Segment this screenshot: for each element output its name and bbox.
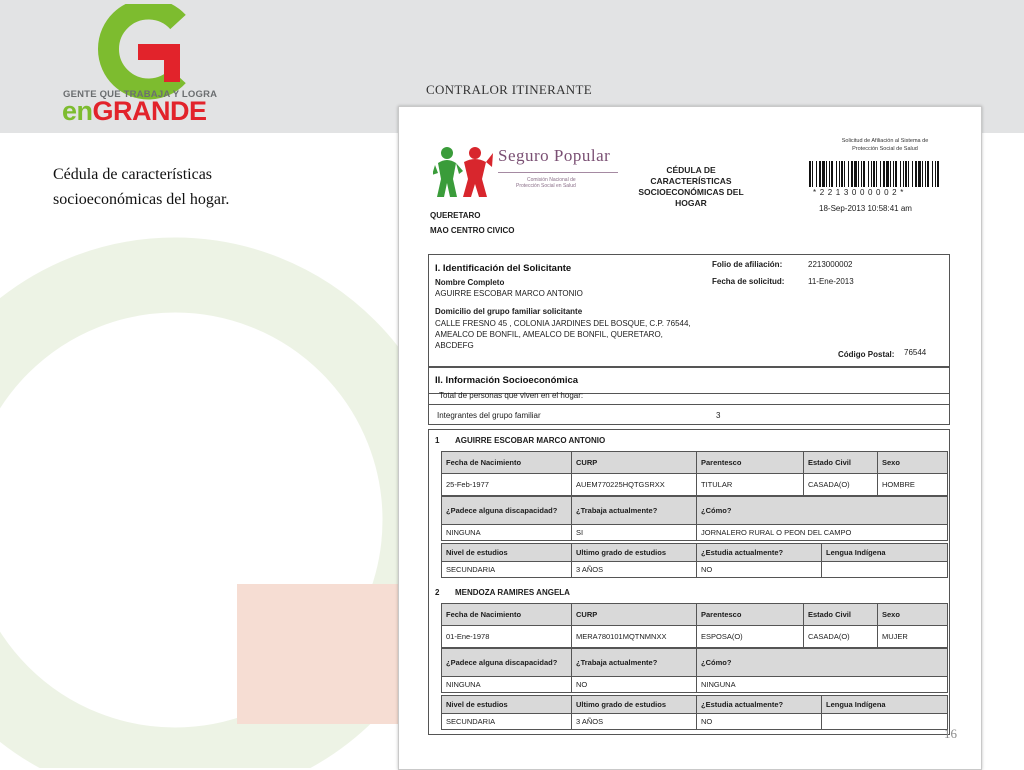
header-discapacidad: ¿Padece alguna discapacidad? (442, 649, 572, 677)
header-curp: CURP (572, 452, 697, 474)
request-title-line: Solicitud de Afiliación al Sistema de (841, 138, 929, 144)
header-nivel-estudios: Nivel de estudios (442, 696, 572, 714)
header-lengua-indigena: Lengua Indígena (822, 544, 948, 562)
header-nivel-estudios: Nivel de estudios (442, 544, 572, 562)
member-table (441, 603, 948, 648)
members-container (428, 429, 950, 735)
member-table (441, 648, 948, 693)
logo-wordmark (62, 96, 207, 127)
caption-line: Cédula de características (53, 166, 213, 183)
cell-parentesco: TITULAR (697, 474, 804, 496)
section-title: II. Información Socioeconómica (435, 375, 579, 386)
member-name: MENDOZA RAMIRES ANGELA (455, 588, 570, 597)
document-datetime: 18-Sep-2013 10:58:41 am (819, 204, 912, 213)
cell-lengua-indigena (822, 562, 948, 578)
divider (429, 404, 949, 405)
nombre-value: AGUIRRE ESCOBAR MARCO ANTONIO (435, 289, 583, 298)
slide-header: CONTRALOR ITINERANTE (426, 82, 592, 97)
cell-parentesco: ESPOSA(O) (697, 626, 804, 648)
cell-ultimo-grado: 3 AÑOS (572, 562, 697, 578)
header-ultimo-grado: Ultimo grado de estudios (572, 696, 697, 714)
cell-curp: AUEM770225HQTGSRXX (572, 474, 697, 496)
header-estudia: ¿Estudia actualmente? (697, 696, 822, 714)
cell-sexo: HOMBRE (878, 474, 948, 496)
accent-rectangle (237, 584, 400, 724)
cell-estado-civil: CASADA(O) (804, 474, 878, 496)
header-como: ¿Cómo? (697, 649, 948, 677)
header-parentesco: Parentesco (697, 452, 804, 474)
request-title (815, 137, 955, 153)
section-socioeconomic (428, 367, 950, 425)
member-table (441, 543, 948, 578)
folio-label: Folio de afiliación: (712, 260, 783, 269)
cell-estudia: NO (697, 562, 822, 578)
cell-ultimo-grado: 3 AÑOS (572, 714, 697, 730)
cell-nivel-estudios: SECUNDARIA (442, 562, 572, 578)
module-name: MAO CENTRO CIVICO (430, 226, 515, 235)
program-subtitle: Comisión Nacional de (527, 177, 576, 183)
integrantes-label: Integrantes del grupo familiar (437, 411, 541, 420)
total-personas-label: Total de personas que viven en el hogar: (439, 391, 584, 400)
header-ultimo-grado: Ultimo grado de estudios (572, 544, 697, 562)
page-number: 16 (944, 726, 957, 741)
fecha-solicitud-value: 11-Ene-2013 (808, 277, 854, 286)
nombre-label: Nombre Completo (435, 278, 505, 287)
member-number: 1 (435, 436, 440, 445)
document-title-line: CÉDULA DE CARACTERÍSTICAS (650, 165, 732, 186)
header-sexo: Sexo (878, 604, 948, 626)
member-table (441, 695, 948, 730)
section-title: I. Identificación del Solicitante (435, 263, 572, 274)
domicilio-label: Domicilio del grupo familiar solicitante (435, 307, 583, 316)
document-title-line: SOCIOECONÓMICAS DEL HOGAR (638, 187, 744, 208)
header-curp: CURP (572, 604, 697, 626)
barcode-icon (809, 161, 941, 189)
cell-trabaja: NO (572, 677, 697, 693)
integrantes-value: 3 (716, 411, 721, 420)
cell-fecha-nacimiento: 25-Feb-1977 (442, 474, 572, 496)
cell-como: NINGUNA (697, 677, 948, 693)
header-parentesco: Parentesco (697, 604, 804, 626)
divider (498, 172, 618, 173)
scanned-form-image (398, 106, 982, 770)
cell-fecha-nacimiento: 01-Ene-1978 (442, 626, 572, 648)
header-fecha-nacimiento: Fecha de Nacimiento (442, 452, 572, 474)
domicilio-line: CALLE FRESNO 45 , COLONIA JARDINES DEL BOSQUE, C.P. 76544, (435, 319, 691, 328)
member-number: 2 (435, 588, 440, 597)
header-trabaja: ¿Trabaja actualmente? (572, 497, 697, 525)
header-estudia: ¿Estudia actualmente? (697, 544, 822, 562)
cell-sexo: MUJER (878, 626, 948, 648)
header-estado-civil: Estado Civil (804, 452, 878, 474)
barcode-number: *2213000002* (813, 188, 907, 197)
header-como: ¿Cómo? (697, 497, 948, 525)
fecha-solicitud-label: Fecha de solicitud: (712, 277, 785, 286)
cell-nivel-estudios: SECUNDARIA (442, 714, 572, 730)
cell-discapacidad: NINGUNA (442, 525, 572, 541)
document-title (635, 165, 747, 209)
slide-caption (53, 162, 343, 212)
member-table (441, 496, 948, 541)
cell-estado-civil: CASADA(O) (804, 626, 878, 648)
request-title-line: Protección Social de Salud (852, 146, 918, 152)
logo-tagline: GENTE QUE TRABAJA Y LOGRA (63, 89, 218, 100)
header-trabaja: ¿Trabaja actualmente? (572, 649, 697, 677)
domicilio-line: ABCDEFG (435, 341, 474, 350)
header-lengua-indigena: Lengua Indígena (822, 696, 948, 714)
cell-curp: MERA780101MQTNMNXX (572, 626, 697, 648)
cell-como: JORNALERO RURAL O PEON DEL CAMPO (697, 525, 948, 541)
folio-value: 2213000002 (808, 260, 853, 269)
logo-word-en: en (62, 96, 93, 126)
member-name: AGUIRRE ESCOBAR MARCO ANTONIO (455, 436, 606, 445)
codigo-postal-label: Código Postal: (838, 350, 895, 359)
caption-line: socioeconómicas del hogar. (53, 191, 230, 208)
cell-estudia: NO (697, 714, 822, 730)
member-table (441, 451, 948, 496)
logo-word-grande: GRANDE (92, 96, 207, 126)
cell-lengua-indigena (822, 714, 948, 730)
state-name: QUERETARO (430, 211, 481, 220)
seguro-popular-figures-icon (433, 145, 493, 199)
header-fecha-nacimiento: Fecha de Nacimiento (442, 604, 572, 626)
program-subtitle: Protección Social en Salud (516, 183, 576, 189)
cell-discapacidad: NINGUNA (442, 677, 572, 693)
program-name: Seguro Popular (498, 146, 611, 165)
domicilio-line: AMEALCO DE BONFIL, AMEALCO DE BONFIL, QUERETARO, (435, 330, 663, 339)
header-discapacidad: ¿Padece alguna discapacidad? (442, 497, 572, 525)
codigo-postal-value: 76544 (904, 348, 927, 357)
header-estado-civil: Estado Civil (804, 604, 878, 626)
cell-trabaja: SI (572, 525, 697, 541)
header-sexo: Sexo (878, 452, 948, 474)
section-identification (428, 254, 950, 367)
